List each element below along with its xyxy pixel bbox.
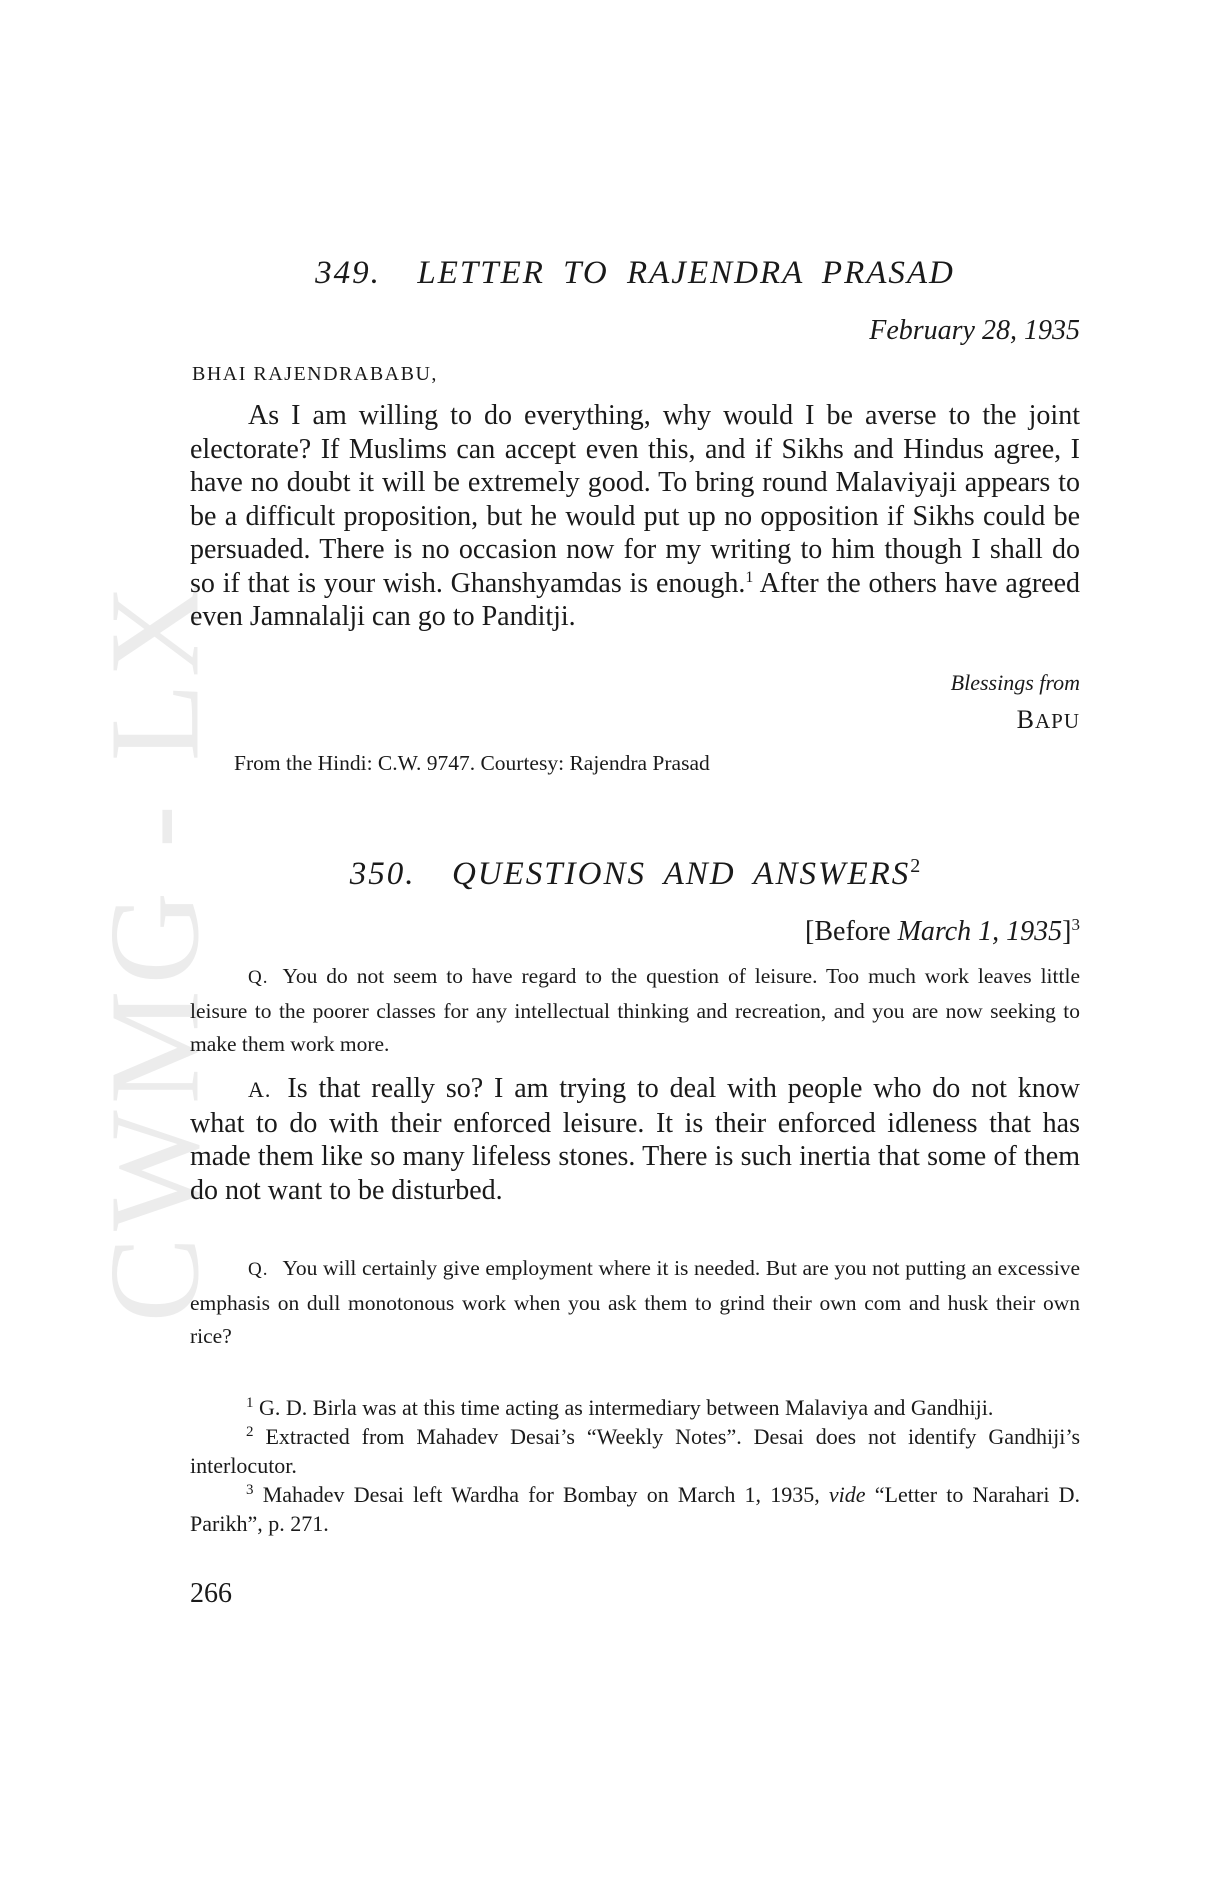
qa-date: [Before March 1, 1935]$^3$ bbox=[805, 915, 1080, 947]
qa-title: QUESTIONS AND ANSWERS bbox=[451, 856, 911, 892]
blessing: Blessings from bbox=[950, 670, 1080, 695]
letter-heading bbox=[190, 255, 1080, 292]
qa-heading bbox=[190, 855, 1080, 893]
letter-body bbox=[190, 399, 1080, 634]
salutation: BHAI RAJENDRABABU, bbox=[192, 363, 438, 385]
footnote-ref-1: 1 bbox=[745, 568, 754, 586]
answer-1: A. Is that really so? I am trying to deal with people who do not know what to do with their enforced leisure. It is their enforced idleness that has made them like so many lifeless stones. There is such inertia that some of them do not want to be disturbed. bbox=[190, 1073, 1080, 1206]
footnote-ref-2: 2 bbox=[910, 855, 921, 877]
letter-body-text: As I am willing to do everything, why would I be averse to the joint electorate? If Muslims can accept even this, and if Sikhs and Hindus agree, I have no doubt it will be extremely good. To bring round Malaviyaji appears to be a difficult proposition, but he would put up no opposition if Sikhs could be persuaded. There is no occasion now for my writing to him though I shall do so if that is your wish. Ghanshyamdas is enough. bbox=[190, 400, 1080, 599]
footnote-1: $^1$ G. D. Birla was at this time acting as intermediary between Malaviya and Gandhiji. bbox=[246, 1395, 994, 1420]
answer-label: A. bbox=[248, 1077, 272, 1102]
source-note: From the Hindi: C.W. 9747. Courtesy: Rajendra Prasad bbox=[234, 751, 710, 775]
signature: BAPU bbox=[1016, 705, 1080, 734]
footnote-3: $^3$ Mahadev Desai left Wardha for Bombay on March 1, 1935, vide “Letter to Narahari D. Parikh”, p. 271. bbox=[190, 1482, 1081, 1536]
letter-number: 349. bbox=[315, 255, 381, 291]
letter-body-text-end: After the others have agreed even Jamnalalji can go to Panditji. bbox=[190, 567, 1080, 632]
footnote-2: $^2$ Extracted from Mahadev Desai’s “Weekly Notes”. Desai does not identify Gandhiji’s interlocutor. bbox=[190, 1424, 1081, 1478]
question-label: Q. bbox=[248, 967, 269, 988]
question-label-2: Q. bbox=[248, 1259, 269, 1280]
page-number: 266 bbox=[190, 1578, 232, 1609]
letter-title: LETTER TO RAJENDRA PRASAD bbox=[417, 255, 955, 291]
watermark: CWMG - LX bbox=[83, 578, 226, 1322]
question-1: Q. You do not seem to have regard to the question of leisure. Too much work leaves little leisure to the poorer classes for any intellectual thinking and recreation, and you are now seeking to make them work more. bbox=[190, 964, 1080, 1056]
letter-date-month: February 28, bbox=[869, 315, 1017, 346]
letter-date-year: 1935 bbox=[1024, 315, 1080, 346]
qa-number: 350. bbox=[349, 856, 416, 892]
letter-date bbox=[869, 315, 1080, 347]
question-2: Q. You will certainly give employment where it is needed. But are you not putting an excessive emphasis on dull monotonous work when you ask them to grind their own com and husk their own rice? bbox=[190, 1256, 1080, 1348]
footnote-ref-3: 3 bbox=[1071, 915, 1080, 934]
footnotes bbox=[190, 1393, 1080, 1538]
